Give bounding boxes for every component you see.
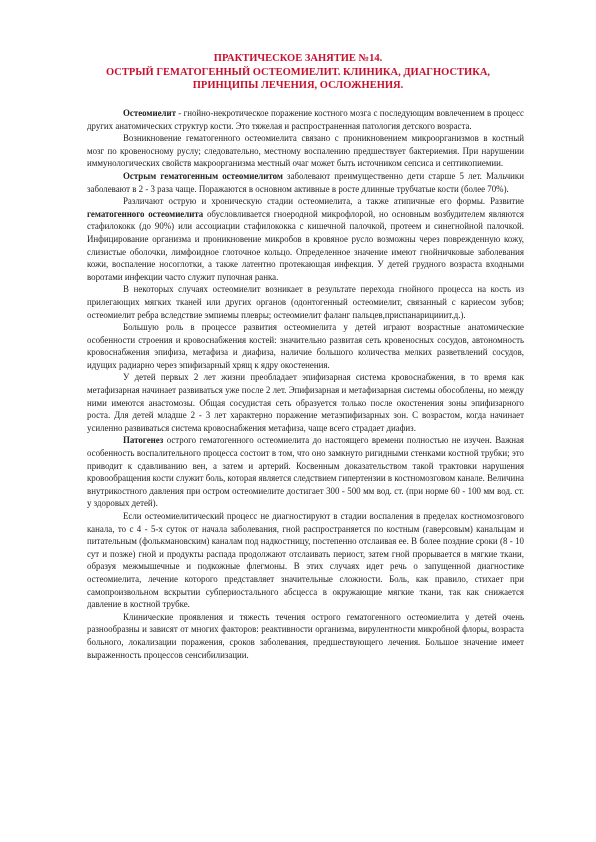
title-line-1: ПРАКТИЧЕСКОЕ ЗАНЯТИЕ №14. — [213, 53, 383, 64]
paragraph-text: Различают острую и хроническую стадии остеомиелита, а также атипичные его формы. Развитие — [123, 196, 524, 207]
paragraph-text: - гнойно-некротическое поражение костного мозга с последующим вовлечением в процесс других анатомических структур кости. Это тяжелая и распространенная патология детского возраста. — [87, 108, 524, 131]
paragraph-anatomy — [87, 321, 524, 371]
paragraph-text: Если остеомиелитический процесс не диагностируют в стадии воспаления в пределах костномозгового канала, то с 4 - 5-х суток от начала заболевания, гной распространяется по костным (гаверсовым) канальцам и питательным (фолькмановским) каналам под надкостницу, постепенно отслаивая ее. В более поздние сроки (8 - 10 сут и позже) гной и продукты распада продолжают отслаивать периост, затем гной прорывается в мягкие ткани, образуя межмышечные и подкожные флегмоны. В этих случаях идет речь о запущенной диагностике остеомиелита, лечение которого представляет значительные сложности. Боль, как правило, стихает при самопроизвольном вскрытии субпериостального абсцесса в окружающие мягкие ткани, так как снижается давление в костной трубке. — [87, 511, 524, 610]
paragraph-blood-supply — [87, 371, 524, 434]
title-line-3: ПРИНЦИПЫ ЛЕЧЕНИЯ, ОСЛОЖНЕНИЯ. — [192, 80, 404, 91]
paragraph-text: Клинические проявления и тяжесть течения острого гематогенного остеомиелита у детей очень разнообразны и зависят от многих факторов: реактивности организма, вирулентности микробной флоры, возраста больного, локализации поражения, сроков заболевания, предшествующего лечения. Большое значение имеет выраженность процессов сенсибилизации. — [87, 611, 524, 660]
term-pathogenesis: Патогенез — [123, 435, 164, 446]
paragraph-definition — [87, 107, 524, 132]
paragraph-progression — [87, 510, 524, 611]
paragraph-text: обусловливается гноеродной микрофлорой, но основным возбудителем являются стафилококк (до 90%) или ассоциации стафилококка с кишечной палочкой, протеем и синегнойной палочкой. Инфицирование организма и проникновение микробов в кровяное русло возможны через поврежденную кожу, слизистые оболочки, лимфоидное глоточное кольцо. Определенное значение имеют гнойничковые заболевания кожи, воспаление носоглотки, а также латентно протекающая инфекция. У детей грудного возраста входными воротами инфекции часто служит пупочная ранка. — [87, 208, 524, 282]
term-acute-hematogenous: Острым гематогенным остеомиелитом — [123, 170, 283, 181]
paragraph-pathogenesis — [87, 434, 524, 510]
document-body — [87, 107, 524, 661]
paragraph-clinical — [87, 611, 524, 661]
title-line-2: ОСТРЫЙ ГЕМАТОГЕННЫЙ ОСТЕОМИЕЛИТ. КЛИНИКА, ДИАГНОСТИКА, — [105, 66, 491, 78]
paragraph-bacteremia — [87, 132, 524, 170]
paragraph-text: Возникновение гематогенного остеомиелита связано с проникновением микроорганизмов в костный мозг по кровеносному руслу; следовательно, местному воспалению предшествует бактериемия. При нарушении иммунологических свойств макроорганизма местный очаг может быть источником сепсиса и септикопиемии. — [87, 133, 524, 169]
paragraph-text: У детей первых 2 лет жизни преобладает эпифизарная система кровоснабжения, в то время как метафизарная начинает развиваться уже после 2 лет. Эпифизарная и метафизарная системы обособлены, но между ними имеются анастомозы. Общая сосудистая сеть образуется только после окостенения зоны эпифизарного роста. Для детей младше 2 - 3 лет характерно поражение метаэпифизарных зон. С возрастом, когда начинает усиленно развиваться система кровоснабжения метафиза, чаще всего страдает диафиз. — [87, 372, 524, 433]
page-title — [70, 52, 526, 93]
paragraph-text: острого гематогенного остеомиелита до настоящего времени полностью не изучен. Важная особенность воспалительного процесса состоит в том, что оно замкнуто ригидными стенками костной трубки; это приводит к сдавливанию вен, а затем и артерий. Косвенным доказательством такой трактовки нарушения кровообращения кости служит боль, которая является следствием гипертензии в костномозговом канале. Величина внутрикостного давления при остром остеомиелите достигает 300 - 500 мм вод. ст. (при норме 60 - 100 мм вод. ст. у здоровых детей). — [87, 435, 524, 509]
term-osteomyelitis: Остеомиелит — [123, 108, 176, 118]
paragraph-contact-spread — [87, 283, 524, 321]
paragraph-text: Большую роль в процессе развития остеомиелита у детей играют возрастные анатомические особенности строения и кровоснабжения костей: значительно развитая сеть кровеносных сосудов, автономность кровоснабжения эпифиза, метафиза и диафиза, наличие большого количества мелких разветвлений сосудов, идущих радиарно через эпифизарный хрящ к ядру окостенения. — [87, 322, 524, 370]
paragraph-text: заболевают преимущественно дети старше 5 лет. Мальчики заболевают в 2 - 3 раза чаще. Поражаются в основном активные в росте длинные трубчатые кости (более 70%). — [87, 170, 524, 194]
term-hematogenous: гематогенного остеомиелита — [87, 208, 204, 219]
paragraph-etiology — [87, 195, 524, 283]
paragraph-text: В некоторых случаях остеомиелит возникает в результате перехода гнойного процесса на кость из прилегающих мягких тканей или других органов (одонтогенный остеомиелит, связанный с кариесом зубов; остеомиелит ребра вследствие эмпиемы плевры; остеомиелит фаланг пальцев,приспанарицииит.д.). — [87, 284, 524, 320]
paragraph-epidemiology — [87, 170, 524, 195]
